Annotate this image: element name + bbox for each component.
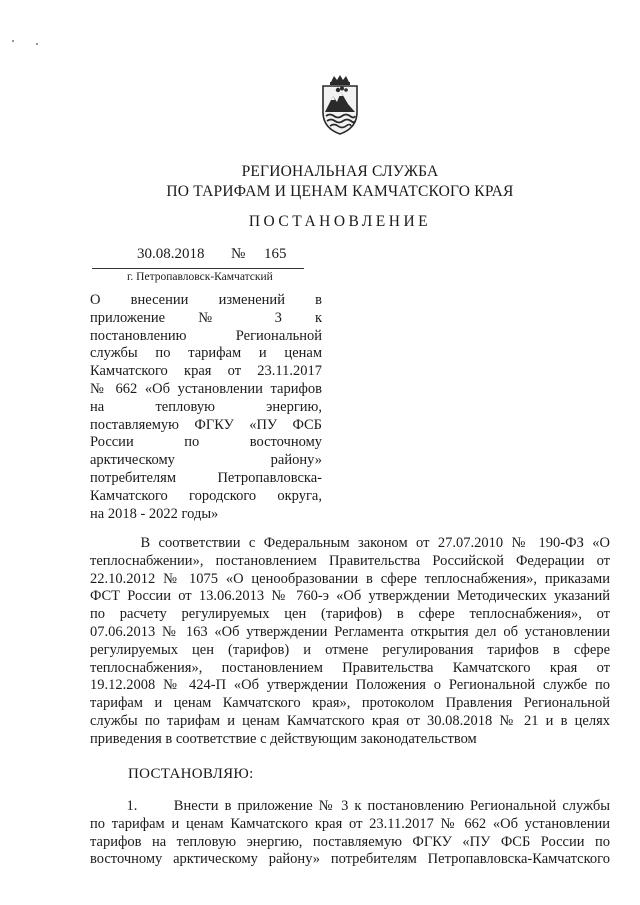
subject-line: приложение № 3 к xyxy=(90,309,322,326)
body-line: теплоснабжении», постановлением Правительства Российской Федерации от xyxy=(90,552,610,569)
kamchatka-coat-of-arms-icon xyxy=(318,74,362,136)
subject-line: Камчатского края от 23.11.2017 xyxy=(90,363,322,380)
document-date: 30.08.2018 xyxy=(137,246,205,262)
item-line: 1. Внести в приложение № 3 к постановлению Региональной службы xyxy=(90,798,610,814)
body-line: регулируемых цен (тарифов) и отмене регулирования тарифов в сфере xyxy=(90,641,610,658)
subject-line: поставляемую ФГКУ «ПУ ФСБ xyxy=(90,416,322,433)
subject-line: арктическому району» xyxy=(90,452,322,469)
subject-line: службы по тарифам и ценам xyxy=(90,345,322,362)
decree-heading: ПОСТАНОВЛЯЮ: xyxy=(128,766,254,782)
subject-line: России по восточному xyxy=(90,434,322,451)
body-line: теплоснабжения», постановлением Правительства Камчатского края от xyxy=(90,659,610,676)
document-type: ПОСТАНОВЛЕНИЕ xyxy=(248,213,432,230)
body-line: 19.12.2008 № 424-П «Об утверждении Положения о Региональной службе по xyxy=(90,677,610,694)
item-line: тарифов на тепловую энергию, поставляемую ФГКУ «ПУ ФСБ России по xyxy=(90,833,610,850)
body-line: тарифам и ценам Камчатского края», протоколом Правления Региональной xyxy=(90,695,610,712)
preamble-paragraph xyxy=(90,535,610,749)
body-line: В соответствии с Федеральным законом от 27.07.2010 № 190-ФЗ «О xyxy=(90,535,610,551)
subject-line: Камчатского городского округа, xyxy=(90,487,322,504)
document-number: 165 xyxy=(264,246,287,262)
body-line: ФСТ России от 13.06.2013 № 760-э «Об утверждении Методических указаний xyxy=(90,588,610,605)
subject-line: на 2018 - 2022 годы» xyxy=(90,505,219,522)
body-line: 22.10.2012 № 1075 «О ценообразовании в сфере теплоснабжения», приказами xyxy=(90,570,610,587)
scan-speck xyxy=(36,43,38,45)
organization-name xyxy=(0,162,640,202)
subject-line: потребителям Петропавловска- xyxy=(90,469,322,486)
item-line: по тарифам и ценам Камчатского края от 23.11.2017 № 662 «Об установлении xyxy=(90,815,610,832)
subject-line: О внесении изменений в xyxy=(90,292,322,308)
body-line: по расчету регулируемых цен (тарифов) в сфере теплоснабжения», от xyxy=(90,606,610,623)
document-subject xyxy=(90,292,322,523)
organization-name-line-1: РЕГИОНАЛЬНАЯ СЛУЖБА xyxy=(241,163,439,180)
document-city: г. Петропавловск-Камчатский xyxy=(127,271,273,283)
body-line: службы по тарифам и ценам Камчатского края от 30.08.2018 № 21 и в целях xyxy=(90,712,610,729)
scan-speck xyxy=(12,40,14,42)
document-number-label: № xyxy=(231,246,246,262)
decree-item-1 xyxy=(90,798,610,869)
date-number-line xyxy=(92,246,304,269)
subject-line: № 662 «Об установлении тарифов xyxy=(90,380,322,397)
subject-line: на тепловую энергию, xyxy=(90,398,322,415)
organization-name-line-2: ПО ТАРИФАМ И ЦЕНАМ КАМЧАТСКОГО КРАЯ xyxy=(166,183,514,200)
subject-line: постановлению Региональной xyxy=(90,327,322,344)
body-line: 07.06.2013 № 163 «Об утверждении Регламента открытия дел об установлении xyxy=(90,623,610,640)
item-line: восточному арктическому району» потребителям Петропавловска-Камчатского xyxy=(90,851,610,868)
body-line: приведения в соответствие с действующим законодательством xyxy=(90,730,477,747)
